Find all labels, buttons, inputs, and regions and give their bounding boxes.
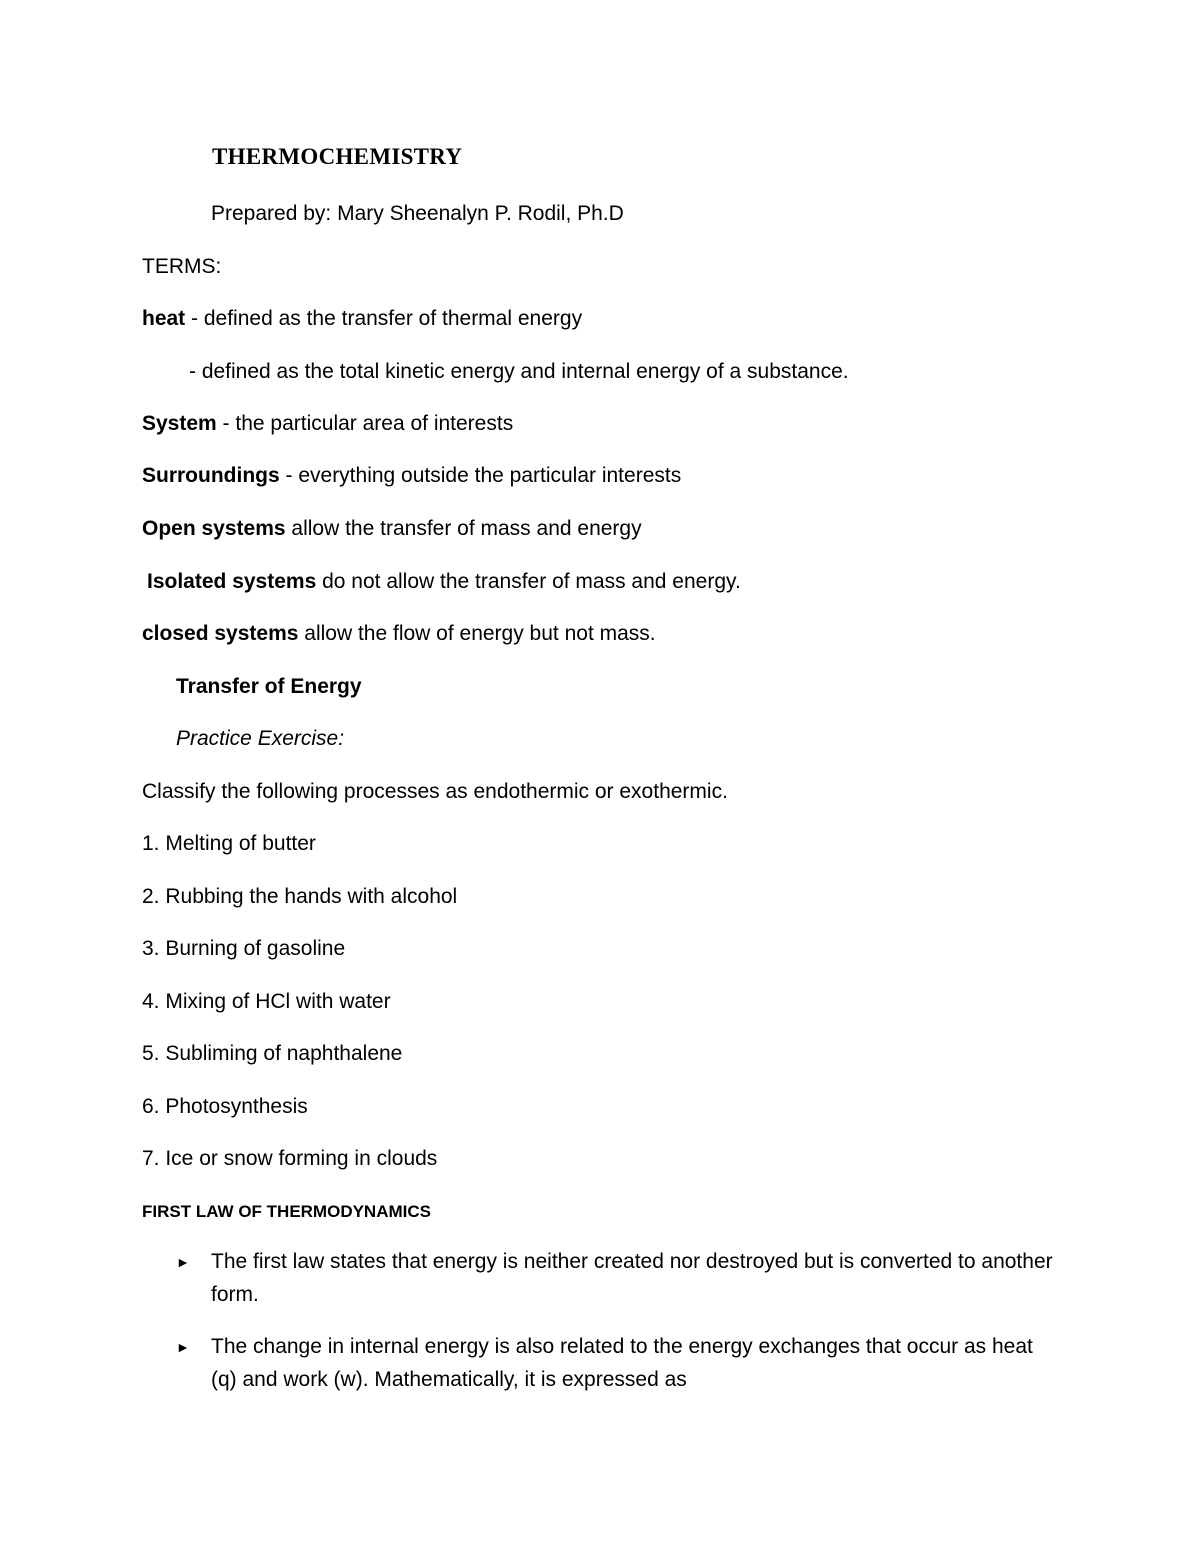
- term-heat-label: heat: [142, 307, 186, 330]
- first-law-heading: FIRST LAW OF THERMODYNAMICS: [142, 1202, 431, 1221]
- exercise-item-7: 7. Ice or snow forming in clouds: [142, 1147, 438, 1170]
- bullet-arrow-icon: ►: [176, 1339, 190, 1355]
- terms-heading: TERMS:: [142, 255, 222, 278]
- term-isolated-systems: [147, 569, 741, 595]
- term-isolated-systems-definition: do not allow the transfer of mass and energy.: [316, 570, 741, 593]
- exercise-item-2: 2. Rubbing the hands with alcohol: [142, 885, 458, 908]
- exercise-item-3: 3. Burning of gasoline: [142, 937, 346, 960]
- term-system-label: System: [142, 412, 217, 435]
- exercise-instruction: Classify the following processes as endothermic or exothermic.: [142, 780, 728, 803]
- term-surroundings-definition: - everything outside the particular interests: [279, 464, 682, 487]
- term-open-systems-label: Open systems: [142, 517, 286, 540]
- term-open-systems: [142, 516, 642, 542]
- term-surroundings-label: Surroundings: [142, 464, 280, 487]
- term-closed-systems-definition: allow the flow of energy but not mass.: [298, 622, 656, 645]
- term-closed-systems-label: closed systems: [142, 622, 299, 645]
- prepared-by: Prepared by: Mary Sheenalyn P. Rodil, Ph.D: [211, 202, 624, 225]
- term-heat: [142, 306, 582, 332]
- exercise-item-6: 6. Photosynthesis: [142, 1095, 308, 1118]
- term-system-definition: - the particular area of interests: [216, 412, 514, 435]
- transfer-of-energy-label: Transfer of Energy: [176, 675, 362, 698]
- first-law-bullet-2: The change in internal energy is also related to the energy exchanges that occur as heat (q) and work (w). Mathematically, it is expressed as: [211, 1335, 1033, 1391]
- exercise-item-1: 1. Melting of butter: [142, 832, 316, 855]
- term-heat-definition-2: - defined as the total kinetic energy and internal energy of a substance.: [189, 360, 849, 383]
- term-surroundings: [142, 463, 681, 489]
- bullet-arrow-icon: ►: [176, 1254, 190, 1270]
- first-law-bullet-1: The first law states that energy is neither created nor destroyed but is converted to another form.: [211, 1250, 1053, 1306]
- term-open-systems-definition: allow the transfer of mass and energy: [285, 517, 642, 540]
- exercise-item-5: 5. Subliming of naphthalene: [142, 1042, 403, 1065]
- practice-exercise-heading: Practice Exercise:: [176, 727, 345, 750]
- term-isolated-systems-label: Isolated systems: [147, 570, 317, 593]
- document-title: THERMOCHEMISTRY: [212, 144, 463, 169]
- term-heat-definition: - defined as the transfer of thermal energy: [185, 307, 583, 330]
- transfer-of-energy-heading: [176, 674, 362, 700]
- term-system: [142, 411, 513, 437]
- exercise-item-4: 4. Mixing of HCl with water: [142, 990, 391, 1013]
- term-closed-systems: [142, 621, 656, 647]
